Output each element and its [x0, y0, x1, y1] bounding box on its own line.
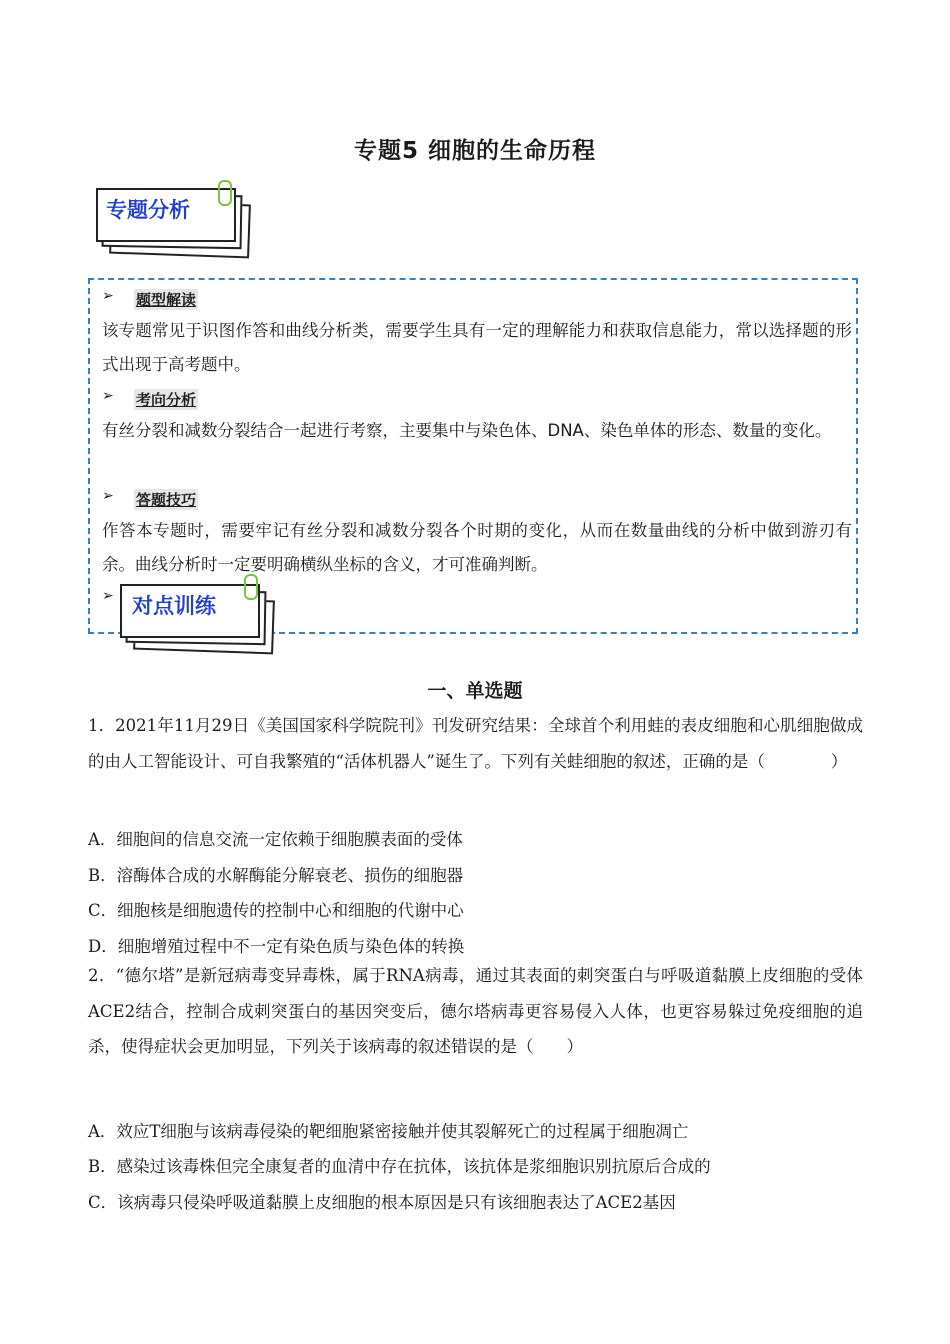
arrow-bullet-icon: ➢: [102, 488, 114, 504]
question-1-option-b: B．溶酶体合成的水解酶能分解衰老、损伤的细胞器: [88, 866, 464, 885]
question-1-option-c: C．细胞核是细胞遗传的控制中心和细胞的代谢中心: [88, 901, 464, 920]
topic-analysis-badge: [96, 184, 256, 260]
targeted-training-badge: [120, 580, 280, 656]
question-1-stem: 1．2021年11月29日《美国国家科学院院刊》刊发研究结果：全球首个利用蛙的表皮细胞和心肌细胞做成的由人工智能设计、可自我繁殖的“活体机器人”诞生了。下列有关蛙细胞的叙述，正确的是（ ）: [88, 716, 863, 771]
question-2-option-c: C．该病毒只侵染呼吸道黏膜上皮细胞的根本原因是只有该细胞表达了ACE2基因: [88, 1193, 676, 1212]
section-heading: 考向分析: [136, 391, 197, 409]
arrow-bullet-icon: ➢: [102, 588, 114, 604]
paperclip-icon: [244, 574, 258, 600]
section-text: 该专题常见于识图作答和曲线分析类，需要学生具有一定的理解能力和获取信息能力，常以选择题的形式出现于高考题中。: [102, 321, 852, 374]
question-2-stem: 2．“德尔塔”是新冠病毒变异毒株，属于RNA病毒，通过其表面的刺突蛋白与呼吸道黏膜上皮细胞的受体ACE2结合，控制合成刺突蛋白的基因突变后，德尔塔病毒更容易侵入人体，也更容易躲过免疫细胞的追杀，使得症状会更加明显，下列关于该病毒的叙述错误的是（ ）: [88, 966, 863, 1056]
question-1-option-a: A．细胞间的信息交流一定依赖于细胞膜表面的受体: [88, 830, 463, 849]
paperclip-icon: [218, 180, 232, 206]
page-title: 专题5 细胞的生命历程: [353, 138, 596, 164]
section-heading: 答题技巧: [136, 491, 197, 509]
arrow-bullet-icon: ➢: [102, 388, 114, 404]
badge-label: 专题分析: [106, 198, 190, 222]
section-heading: 题型解读: [136, 291, 197, 309]
question-1-option-d: D．细胞增殖过程中不一定有染色质与染色体的转换: [88, 937, 465, 956]
section-title: 一、单选题: [427, 680, 523, 702]
question-2-option-a: A．效应T细胞与该病毒侵染的靶细胞紧密接触并使其裂解死亡的过程属于细胞凋亡: [88, 1122, 689, 1141]
section-text: 作答本专题时，需要牢记有丝分裂和减数分裂各个时期的变化，从而在数量曲线的分析中做到游刃有余。曲线分析时一定要明确横纵坐标的含义，才可准确判断。: [102, 521, 852, 574]
arrow-bullet-icon: ➢: [102, 288, 114, 304]
section-text: 有丝分裂和减数分裂结合一起进行考察，主要集中与染色体、DNA、染色单体的形态、数量的变化。: [102, 421, 832, 440]
question-2-option-b: B．感染过该毒株但完全康复者的血清中存在抗体，该抗体是浆细胞识别抗原后合成的: [88, 1157, 711, 1176]
badge-label: 对点训练: [132, 594, 216, 618]
